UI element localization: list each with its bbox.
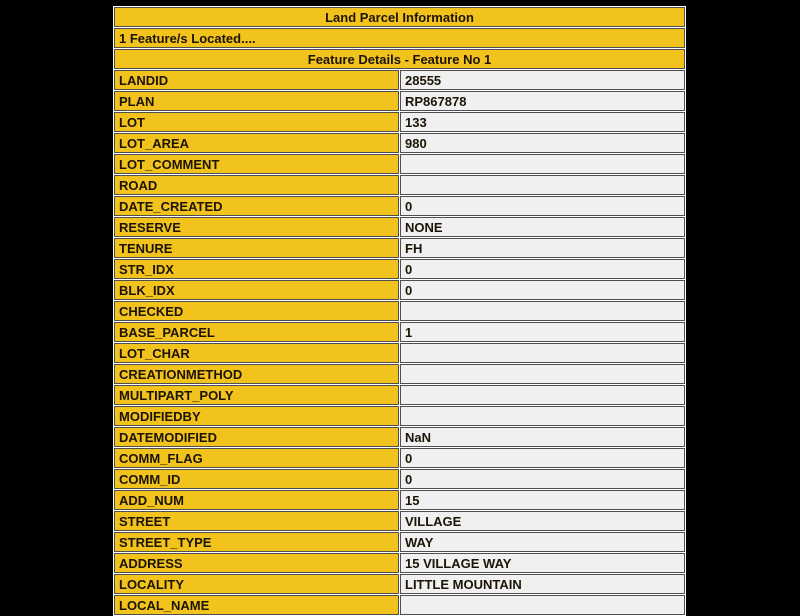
land-parcel-info-panel xyxy=(113,6,686,616)
field-value: 0 xyxy=(400,280,685,300)
field-label: COMM_FLAG xyxy=(114,448,399,468)
feature-details-subtitle-row xyxy=(114,49,685,69)
table-row xyxy=(114,385,685,405)
field-value: NONE xyxy=(400,217,685,237)
field-label: LANDID xyxy=(114,70,399,90)
table-row xyxy=(114,154,685,174)
table-row xyxy=(114,175,685,195)
table-row xyxy=(114,553,685,573)
field-label: STREET xyxy=(114,511,399,531)
table-row xyxy=(114,91,685,111)
table-row xyxy=(114,70,685,90)
field-label: BASE_PARCEL xyxy=(114,322,399,342)
table-row xyxy=(114,511,685,531)
field-label: DATE_CREATED xyxy=(114,196,399,216)
field-label: LOT_COMMENT xyxy=(114,154,399,174)
table-row xyxy=(114,574,685,594)
field-value: VILLAGE xyxy=(400,511,685,531)
field-label: DATEMODIFIED xyxy=(114,427,399,447)
table-row xyxy=(114,280,685,300)
field-value: 15 xyxy=(400,490,685,510)
table-row xyxy=(114,238,685,258)
table-row xyxy=(114,112,685,132)
field-value: 1 xyxy=(400,322,685,342)
field-label: LOCALITY xyxy=(114,574,399,594)
table-row xyxy=(114,196,685,216)
field-value xyxy=(400,595,685,615)
field-value: NaN xyxy=(400,427,685,447)
field-label: ROAD xyxy=(114,175,399,195)
field-label: CHECKED xyxy=(114,301,399,321)
table-row xyxy=(114,469,685,489)
panel-title-row xyxy=(114,7,685,27)
field-value xyxy=(400,364,685,384)
features-located-status: 1 Feature/s Located.... xyxy=(114,28,685,48)
field-value: 980 xyxy=(400,133,685,153)
field-label: LOCAL_NAME xyxy=(114,595,399,615)
field-value: 133 xyxy=(400,112,685,132)
field-label: MULTIPART_POLY xyxy=(114,385,399,405)
feature-details-table xyxy=(113,6,686,616)
table-row xyxy=(114,301,685,321)
features-located-row xyxy=(114,28,685,48)
field-value xyxy=(400,385,685,405)
table-row xyxy=(114,217,685,237)
table-row xyxy=(114,259,685,279)
table-row xyxy=(114,595,685,615)
table-row xyxy=(114,343,685,363)
field-label: MODIFIEDBY xyxy=(114,406,399,426)
field-label: ADD_NUM xyxy=(114,490,399,510)
field-value xyxy=(400,175,685,195)
field-value: 0 xyxy=(400,448,685,468)
field-label: TENURE xyxy=(114,238,399,258)
field-value: WAY xyxy=(400,532,685,552)
field-value: 15 VILLAGE WAY xyxy=(400,553,685,573)
field-label: ADDRESS xyxy=(114,553,399,573)
panel-title: Land Parcel Information xyxy=(114,7,685,27)
field-label: RESERVE xyxy=(114,217,399,237)
field-value: RP867878 xyxy=(400,91,685,111)
table-row xyxy=(114,490,685,510)
field-label: STR_IDX xyxy=(114,259,399,279)
table-row xyxy=(114,322,685,342)
table-row xyxy=(114,448,685,468)
field-value: 0 xyxy=(400,469,685,489)
field-value: LITTLE MOUNTAIN xyxy=(400,574,685,594)
field-value: 28555 xyxy=(400,70,685,90)
table-row xyxy=(114,427,685,447)
field-value xyxy=(400,301,685,321)
field-value: 0 xyxy=(400,196,685,216)
field-value xyxy=(400,343,685,363)
field-value xyxy=(400,406,685,426)
field-label: LOT_CHAR xyxy=(114,343,399,363)
field-label: STREET_TYPE xyxy=(114,532,399,552)
field-label: COMM_ID xyxy=(114,469,399,489)
field-label: LOT_AREA xyxy=(114,133,399,153)
field-value xyxy=(400,154,685,174)
field-value: FH xyxy=(400,238,685,258)
feature-details-subtitle: Feature Details - Feature No 1 xyxy=(114,49,685,69)
field-label: BLK_IDX xyxy=(114,280,399,300)
table-row xyxy=(114,532,685,552)
table-row xyxy=(114,364,685,384)
table-row xyxy=(114,406,685,426)
field-label: LOT xyxy=(114,112,399,132)
table-row xyxy=(114,133,685,153)
field-label: PLAN xyxy=(114,91,399,111)
field-label: CREATIONMETHOD xyxy=(114,364,399,384)
field-value: 0 xyxy=(400,259,685,279)
